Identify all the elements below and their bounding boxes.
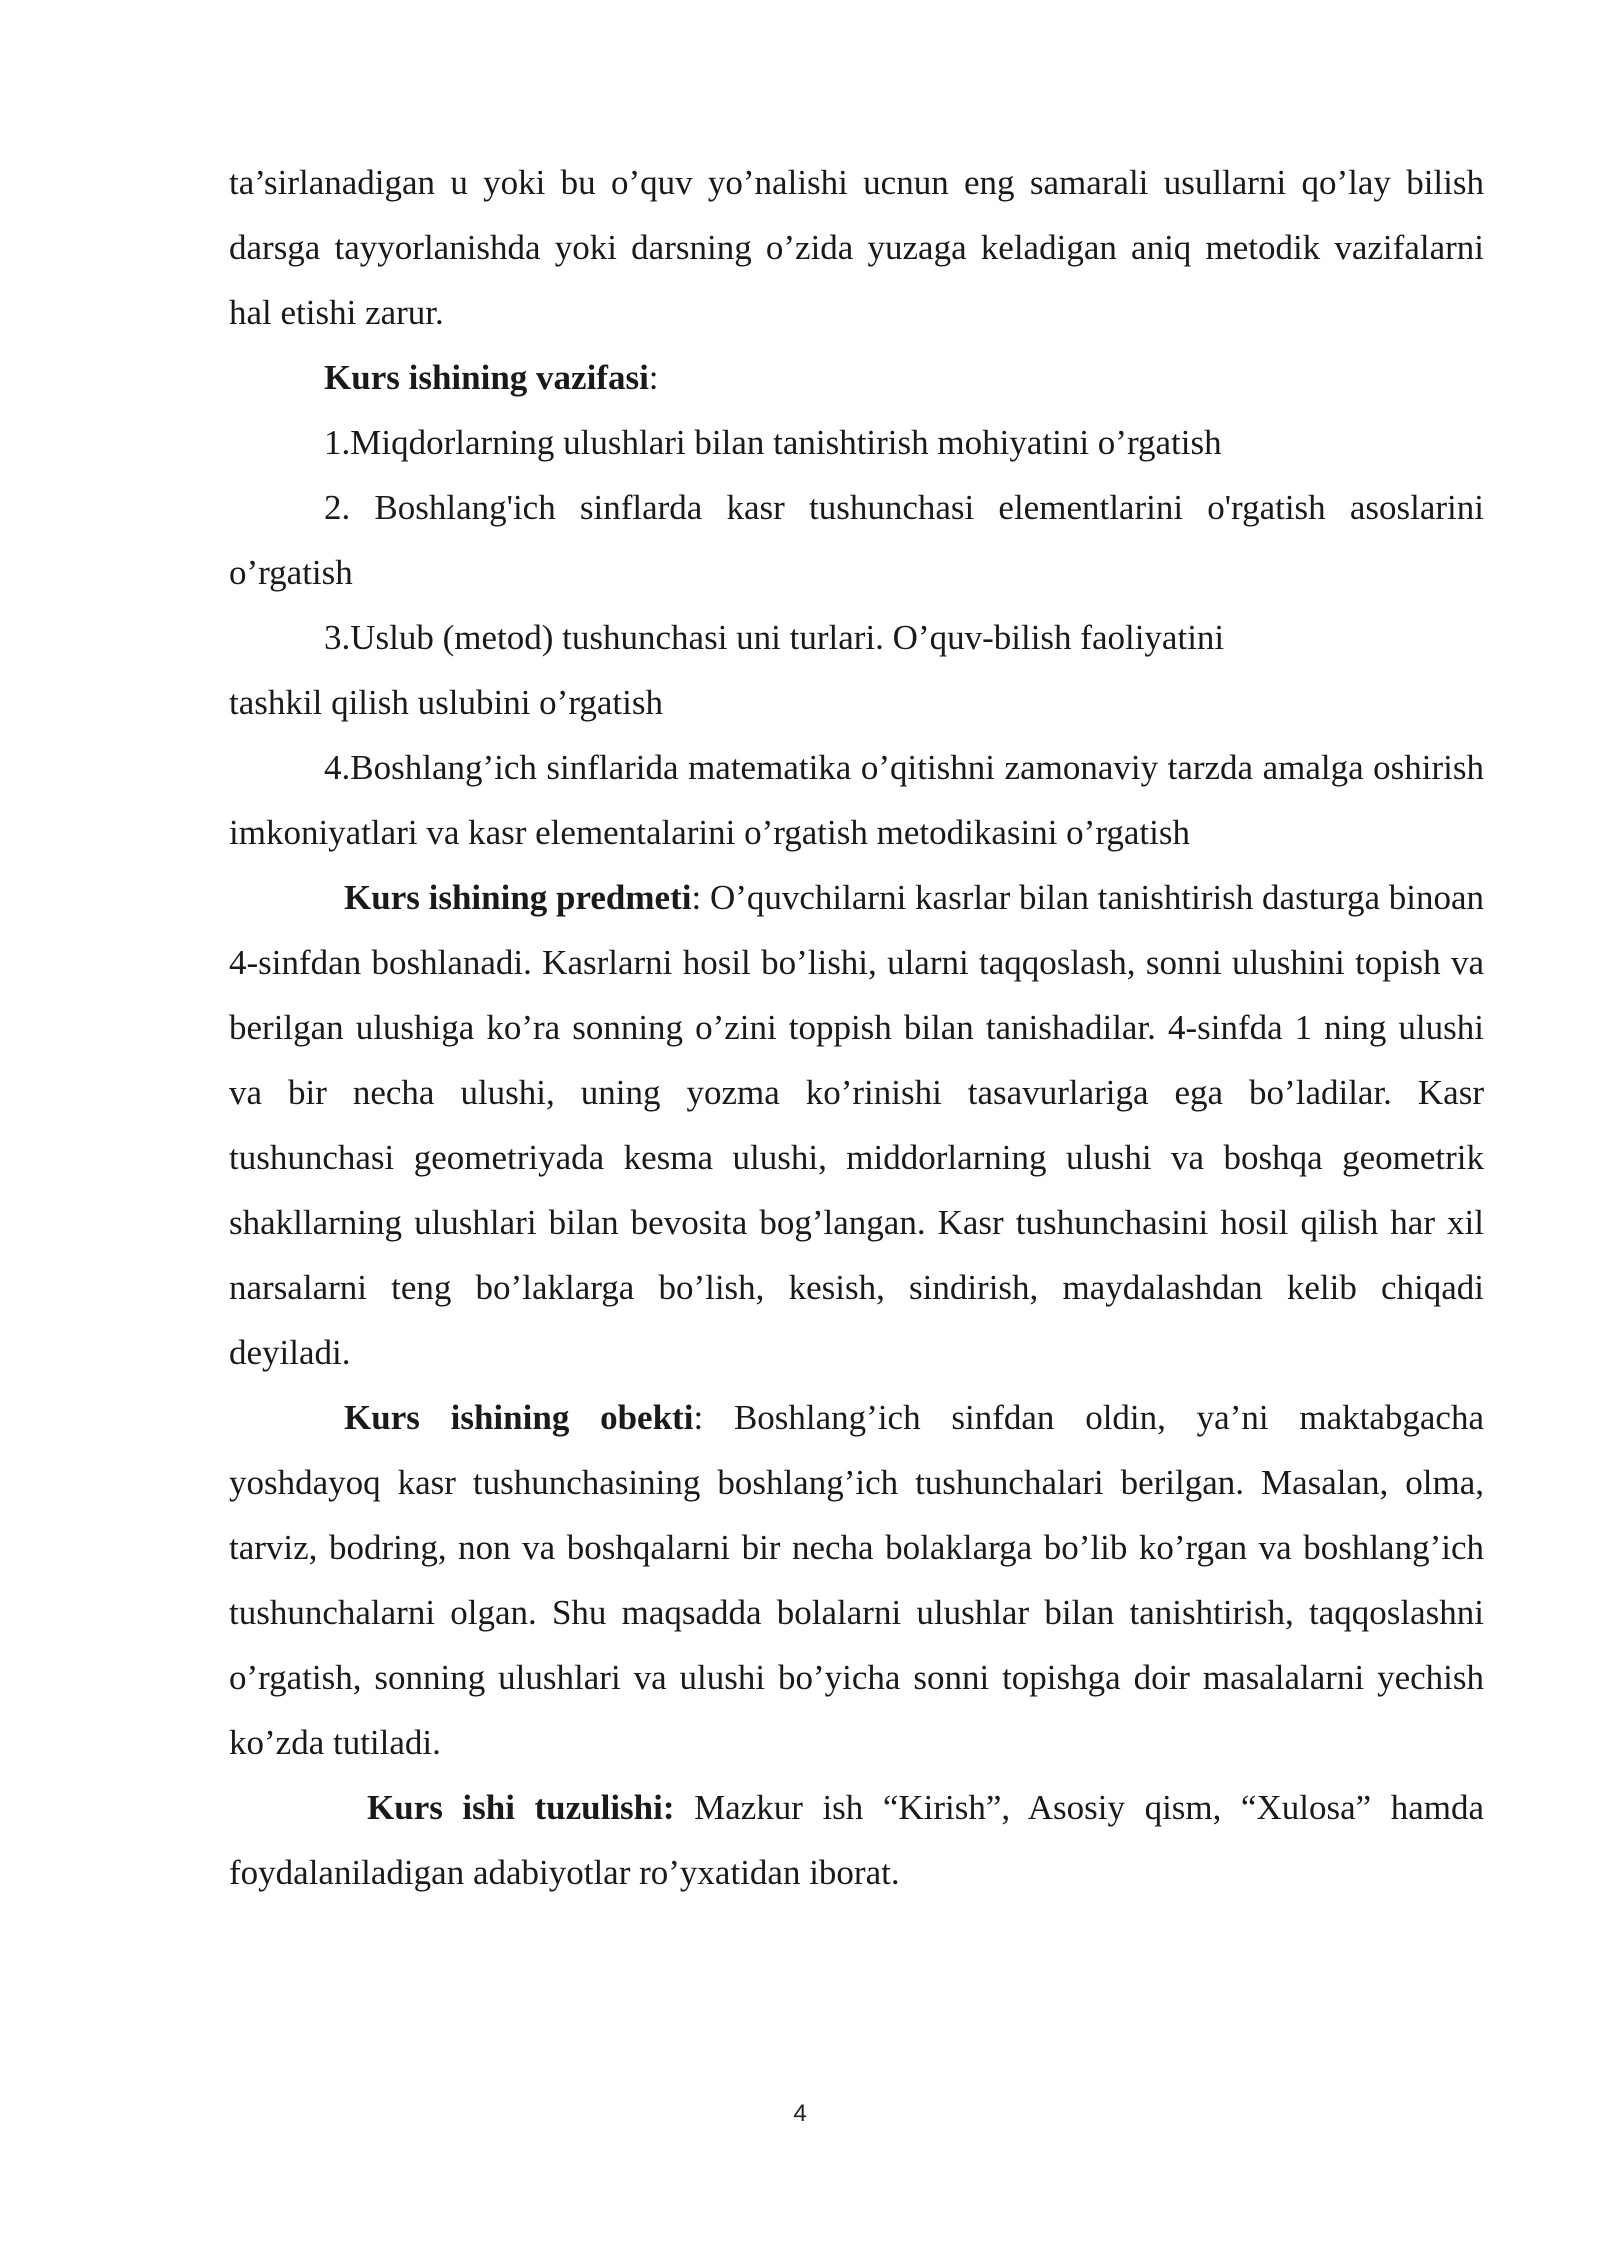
page-number: 4	[793, 2100, 807, 2127]
task-item-3-line-1: 3.Uslub (metod) tushunchasi uni turlari. O’quv-bilish faoliyatini	[324, 618, 1225, 657]
intro-paragraph: ta’sirlanadigan u yoki bu o’quv yo’nalishi ucnun eng samarali usullarni qo’lay bilish darsga tayyorlanishda yoki darsning o’zida yuzaga keladigan aniq metodik vazifalarni hal etishi zarur.	[229, 163, 1484, 332]
task-item-3-line-2: tashkil qilish uslubini o’rgatish	[229, 683, 663, 722]
object-text: : Boshlang’ich sinfdan oldin, ya’ni maktabgacha yoshdayoq kasr tushunchasining boshlang’ich tushunchalari berilgan. Masalan, olma, tarviz, bodring, non va boshqalarni bir necha bolaklarga bo’lib ko’rgan va boshlang’ich tushunchalarni olgan. Shu maqsadda bolalarni ulushlar bilan tanishtirish, taqqoslashni o’rgatish, sonning ulushlari va ulushi bo’yicha sonni topishga doir masalalarni yechish ko’zda tutiladi.	[229, 1398, 1484, 1762]
tasks-heading: Kurs ishining vazifasi	[324, 358, 649, 397]
tasks-heading-colon: :	[648, 358, 659, 397]
task-item-4: 4.Boshlang’ich sinflarida matematika o’qitishni zamonaviy tarzda amalga oshirish imkoniyatlari va kasr elementalarini o’rgatish metodikasini o’rgatish	[229, 748, 1484, 852]
subject-text: : O’quvchilarni kasrlar bilan tanishtirish dasturga binoan 4-sinfdan boshlanadi. Kasrlarni hosil bo’lishi, ularni taqqoslash, sonni ulushini topish va berilgan ulushiga ko’ra sonning o’zini toppish bilan tanishadilar. 4-sinfda 1 ning ulushi va bir necha ulushi, uning yozma ko’rinishi tasavurlariga ega bo’ladilar. Kasr tushunchasi geometriyada kesma ulushi, middorlarning ulushi va boshqa geometrik shakllarning ulushlari bilan bevosita bog’langan. Kasr tushunchasini hosil qilish har xil narsalarni teng bo’laklarga bo’lish, kesish, sindirish, maydalashdan kelib chiqadi deyiladi.	[229, 878, 1484, 1372]
subject-heading: Kurs ishining predmeti	[344, 878, 692, 917]
object-paragraph	[229, 1385, 1484, 1775]
subject-paragraph	[229, 865, 1484, 1385]
task-item-1: 1.Miqdorlarning ulushlari bilan tanishtirish mohiyatini o’rgatish	[324, 423, 1222, 462]
task-item-2: 2. Boshlang'ich sinflarda kasr tushunchasi elementlarini o'rgatish asoslarini o’rgatish	[229, 488, 1484, 592]
structure-text: Mazkur ish “Kirish”, Asosiy qism, “Xulosa” hamda foydalaniladigan adabiyotlar ro’yxatidan iborat.	[229, 1788, 1484, 1892]
structure-paragraph	[229, 1775, 1484, 1905]
document-page	[229, 150, 1484, 1905]
object-heading: Kurs ishining obekti	[344, 1398, 694, 1437]
tasks-heading-paragraph	[229, 345, 1484, 410]
structure-heading: Kurs ishi tuzulishi:	[367, 1788, 675, 1827]
